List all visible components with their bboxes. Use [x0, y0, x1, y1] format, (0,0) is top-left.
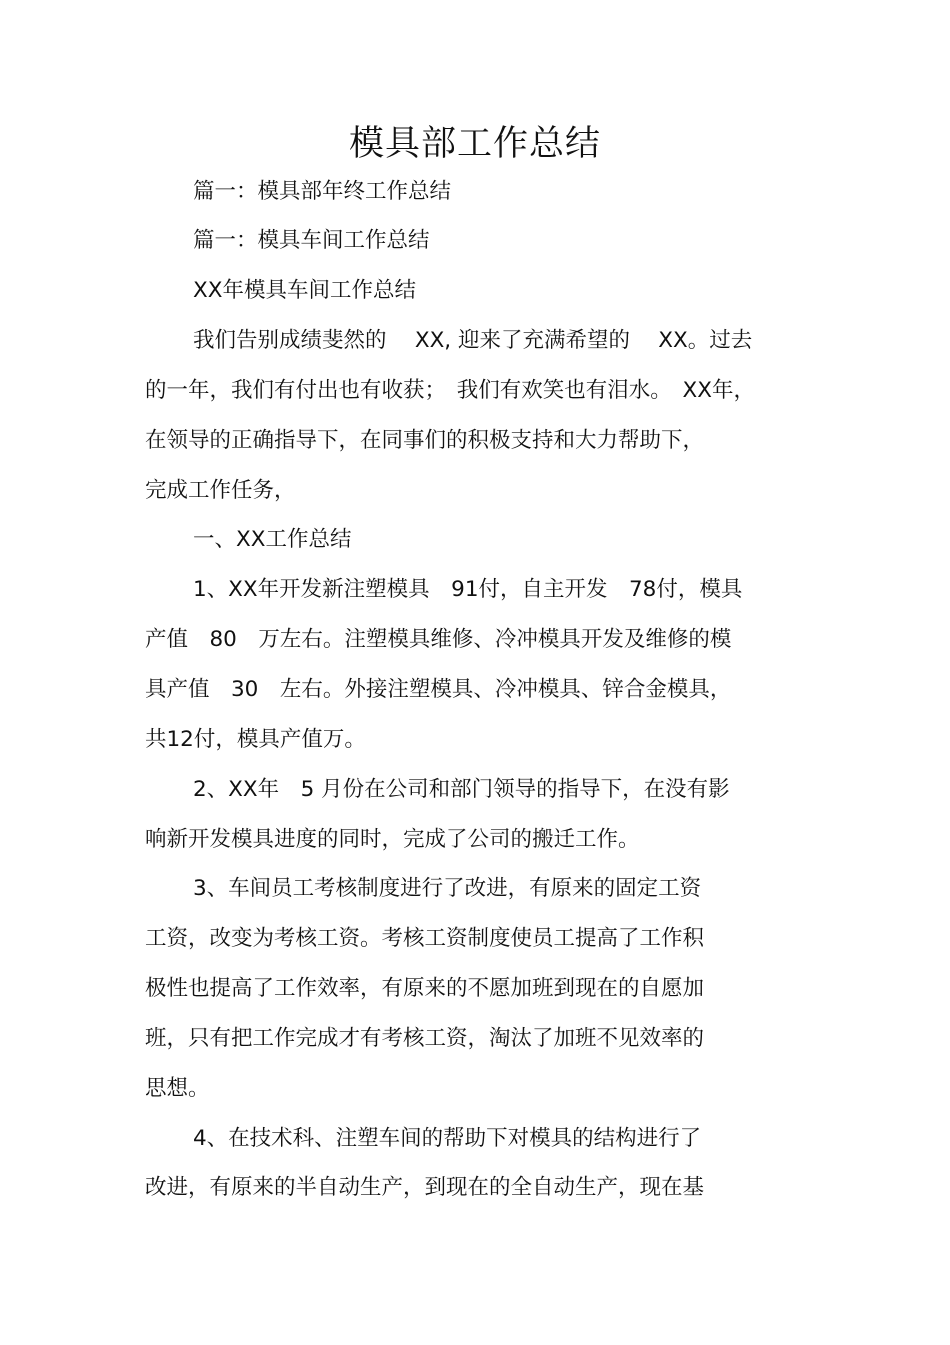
paragraph-line: 班，只有把工作完成才有考核工资，淘汰了加班不见效率的 — [145, 1026, 705, 1051]
subheading-3: XX年模具车间工作总结 — [193, 278, 416, 303]
paragraph-line: 响新开发模具进度的同时，完成了公司的搬迁工作。 — [145, 827, 640, 852]
paragraph-line: 工资，改变为考核工资。考核工资制度使员工提高了工作积 — [145, 926, 705, 951]
paragraph-line: 4、在技术科、注塑车间的帮助下对模具的结构进行了 — [193, 1126, 702, 1151]
paragraph-line: 3、车间员工考核制度进行了改进，有原来的固定工资 — [193, 876, 702, 901]
paragraph-line: 共12付，模具产值万。 — [145, 727, 366, 752]
paragraph-line: 具产值 30 左右。外接注塑模具、冷冲模具、锌合金模具， — [145, 677, 732, 702]
paragraph-line: 在领导的正确指导下，在同事们的积极支持和大力帮助下， — [145, 428, 705, 453]
paragraph-line: 1、XX年开发新注塑模具 91付，自主开发 78付，模具 — [193, 577, 743, 602]
paragraph-line: 完成工作任务， — [145, 478, 296, 503]
paragraph-line: 我们告别成绩斐然的 XX, 迎来了充满希望的 XX。过去 — [193, 328, 753, 353]
document-title: 模具部工作总结 — [348, 124, 601, 164]
subheading-2: 篇一：模具车间工作总结 — [193, 228, 430, 253]
paragraph-line: 产值 80 万左右。注塑模具维修、冷冲模具开发及维修的模 — [145, 627, 732, 652]
subheading-1: 篇一：模具部年终工作总结 — [193, 179, 452, 204]
paragraph-line: 极性也提高了工作效率，有原来的不愿加班到现在的自愿加 — [145, 976, 705, 1001]
paragraph-line: 的一年，我们有付出也有收获； 我们有欢笑也有泪水。 XX年， — [145, 378, 755, 403]
paragraph-line: 2、XX年 5 月份在公司和部门领导的指导下，在没有影 — [193, 777, 730, 802]
section-heading: 一、XX工作总结 — [193, 527, 352, 552]
paragraph-line: 改进，有原来的半自动生产，到现在的全自动生产，现在基 — [145, 1175, 705, 1200]
paragraph-line: 思想。 — [145, 1076, 210, 1101]
